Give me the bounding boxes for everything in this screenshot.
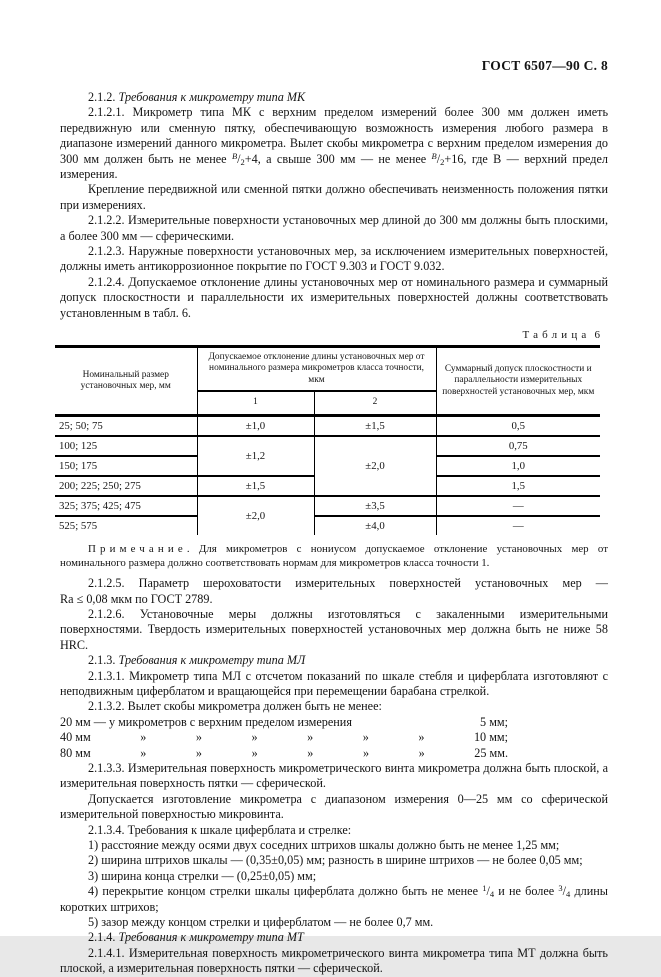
para-text: +4, а свыше 300 мм — не менее: [244, 151, 432, 166]
cell-sum: 0,75: [436, 436, 600, 456]
formula-slash: /: [237, 151, 241, 166]
para-2-1-2-4: 2.1.2.4. Допускаемое отклонение длины установочных мер от номинального размера и суммарный допуск плоскостности и параллельности их измерительных поверхностей должны соответствовать установленным в табл. 6.: [60, 274, 608, 320]
table-caption-word: Таблица: [522, 329, 591, 342]
cell-class1: ±1,5: [197, 476, 314, 496]
cell-size: 25; 50; 75: [55, 416, 197, 437]
subcol-class-1: 1: [197, 391, 314, 416]
overhang-left: 20 мм — у микрометров с верхним пределом измерения: [60, 714, 352, 729]
table-caption-number: 6: [594, 329, 600, 342]
ditto-mark: »: [251, 745, 258, 760]
cell-class2: ±3,5: [314, 496, 436, 516]
fraction-slash: /: [562, 884, 567, 899]
ditto-mark: »: [195, 730, 202, 745]
cell-size: 325; 375; 425; 475: [55, 496, 197, 516]
table-row: [55, 436, 600, 456]
ditto-mark: »: [418, 745, 425, 760]
ditto-mark: »: [251, 730, 258, 745]
section-heading-2-1-2: [60, 90, 608, 105]
para-2-1-3-4: 2.1.3.4. Требования к шкале циферблата и стрелке:: [88, 822, 352, 837]
overhang-line-20mm: [60, 715, 508, 730]
fraction-numerator: 3: [558, 883, 563, 894]
para-text: 2.1.2.1. Микрометр типа МК с верхним пределом измерений более 300 мм должен иметь передвижную или сменную пятку, обеспечивающую возможность измерения любого размера в диапазоне измерений данного микрометра. Вылет скобы микрометра с верхним пределом измерения до 300 мм должен быть не менее: [60, 105, 608, 166]
table-caption: [55, 329, 600, 341]
overhang-right: 10 мм;: [473, 730, 508, 745]
section-number: 2.1.3.: [88, 653, 116, 668]
para-2-1-3-1: 2.1.3.1. Микрометр типа МЛ с отсчетом показаний по шкале стебля и циферблата изготовляют с неподвижным циферблатом и вращающейся при перемещении барабана стрелкой.: [60, 668, 608, 698]
para-2-1-4-1: 2.1.4.1. Измерительная поверхность микрометрического винта микрометра типа МТ должна быть плоской, а измерительная поверхность пятки — сферической.: [60, 945, 608, 976]
cell-size: 150; 175: [55, 456, 197, 476]
para-2-1-2-5: [60, 576, 608, 607]
list-item-3: 3) ширина конца стрелки — (0,25±0,05) мм;: [88, 868, 317, 883]
formula-denominator: 2: [440, 156, 445, 167]
cell-class2: ±1,5: [314, 416, 436, 437]
section-heading-2-1-3: [60, 653, 608, 668]
cell-sum: —: [436, 496, 600, 516]
cell-class1: ±1,2: [197, 436, 314, 476]
tolerance-table: [55, 345, 600, 535]
para-text: +16, где В — верхний предел измерения.: [60, 151, 608, 182]
para-2-1-2-2: 2.1.2.2. Измерительные поверхности установочных мер длиной до 300 мм должны быть плоскими, а более 300 мм — сферическими.: [60, 213, 608, 243]
ditto-mark: »: [140, 745, 147, 760]
overhang-right: 25 мм.: [474, 745, 508, 760]
section-heading-2-1-4: [60, 930, 608, 945]
overhang-left: 80 мм: [60, 745, 91, 760]
table-note: [60, 542, 608, 570]
section-title: Требования к микрометру типа МТ: [118, 930, 304, 945]
overhang-line-80mm: [60, 746, 508, 761]
section-number: 2.1.2.: [88, 90, 116, 104]
para-text: 4) перекрытие концом стрелки шкалы циферблата должно быть не менее: [88, 884, 483, 899]
para-2-1-2-1: [60, 105, 608, 182]
table-row: [55, 516, 600, 535]
col-header-nominal-size: Номинальный размер установочных мер, мм: [55, 347, 197, 416]
cell-size: 525; 575: [55, 516, 197, 535]
cell-class1: ±2,0: [197, 496, 314, 535]
page-content: [60, 58, 608, 977]
cell-sum: —: [436, 516, 600, 535]
para-2-1-2-6: 2.1.2.6. Установочные меры должны изготовляться с закаленными измерительными поверхностями. Твердость измерительных поверхностей установочных мер должна быть не ниже 58 HRC.: [60, 606, 608, 652]
formula-numerator: В: [431, 150, 437, 161]
para-2-1-2-5-line1: 2.1.2.5. Параметр шероховатости измерительных поверхностей установочных мер —: [88, 576, 608, 591]
col-header-deviation: Допускаемое отклонение длины установочных мер от номинального размера микрометров класса точности, мкм: [197, 347, 436, 392]
formula-numerator: В: [231, 150, 238, 161]
para-text: длины коротких штрихов;: [60, 884, 608, 914]
para-spherical-allowed: Допускается изготовление микрометра с диапазоном измерения 0—25 мм со сферической измерительной поверхностью микровинта.: [60, 791, 608, 822]
para-fastening: Крепление передвижной или сменной пятки должно обеспечивать неизменность положения пятки при измерениях.: [60, 182, 608, 212]
table-header: [55, 347, 600, 416]
para-text: и не более: [494, 884, 559, 899]
para-2-1-3-2: 2.1.3.2. Вылет скобы микрометра должен быть не менее:: [88, 699, 382, 714]
table-body: [55, 416, 600, 536]
cell-size: 200; 225; 250; 275: [55, 476, 197, 496]
list-item-5: 5) зазор между концом стрелки и циферблатом — не более 0,7 мм.: [88, 915, 434, 930]
list-item-4: [60, 884, 608, 915]
table-row: [55, 416, 600, 437]
ditto-mark: »: [418, 730, 425, 745]
note-label: Примечание: [88, 543, 187, 556]
col-header-total-tolerance: Суммарный допуск плоскостности и параллельности измерительных поверхностей установочных мер, мкм: [442, 363, 595, 397]
section-title: Требования к микрометру типа МК: [118, 90, 306, 104]
page-number-header: ГОСТ 6507—90 С. 8: [481, 58, 608, 73]
para-2-1-3-3: 2.1.3.3. Измерительная поверхность микрометрического винта микрометра должна быть плоской, а измерительная поверхность пятки — сферической.: [60, 760, 608, 791]
fraction-denominator: 4: [566, 889, 571, 900]
subcol-class-2: 2: [314, 391, 436, 416]
overhang-right: 5 мм;: [480, 714, 508, 729]
ditto-mark: »: [140, 730, 147, 745]
section-title: Требования к микрометру типа МЛ: [118, 653, 306, 668]
note-text: . Для микрометров с нониусом допускаемое отклонение установочных мер от номинального размера должно соответствовать нормам для микрометров класса точности 1.: [60, 543, 608, 570]
table-row: [55, 496, 600, 516]
ditto-mark: »: [362, 745, 370, 760]
fraction-denominator: 4: [489, 889, 495, 900]
ditto-mark: »: [307, 730, 314, 745]
section-number: 2.1.4.: [88, 930, 116, 945]
para-2-1-2-3: 2.1.2.3. Наружные поверхности установочных мер, за исключением измерительных поверхностей, должны иметь антикоррозионное покрытие по ГОСТ 9.303 и ГОСТ 9.032.: [60, 244, 608, 274]
formula-denominator: 2: [240, 156, 245, 167]
cell-class2: ±4,0: [314, 516, 436, 535]
ditto-mark: »: [307, 745, 314, 760]
cell-class1: ±1,0: [197, 416, 314, 437]
formula-slash: /: [436, 151, 441, 166]
cell-size: 100; 125: [55, 436, 197, 456]
ditto-mark: »: [195, 745, 203, 760]
ditto-mark: »: [362, 730, 369, 745]
fraction-slash: /: [486, 884, 490, 899]
cell-sum: 1,5: [436, 476, 600, 496]
overhang-line-40mm: [60, 730, 508, 745]
fraction-numerator: 1: [482, 883, 487, 894]
para-2-1-2-5-line2: Ra ≤ 0,08 мкм по ГОСТ 2789.: [60, 591, 213, 606]
list-item-2: 2) ширина штрихов шкалы — (0,35±0,05) мм; разность в ширине штрихов — не более 0,05 мм;: [88, 853, 583, 868]
cell-sum: 1,0: [436, 456, 600, 476]
list-item-1: 1) расстояние между осями двух соседних штрихов шкалы должно быть не менее 1,25 мм;: [88, 838, 560, 852]
overhang-left: 40 мм: [60, 730, 91, 745]
cell-sum: 0,5: [436, 416, 600, 437]
cell-class2: ±2,0: [314, 436, 436, 496]
